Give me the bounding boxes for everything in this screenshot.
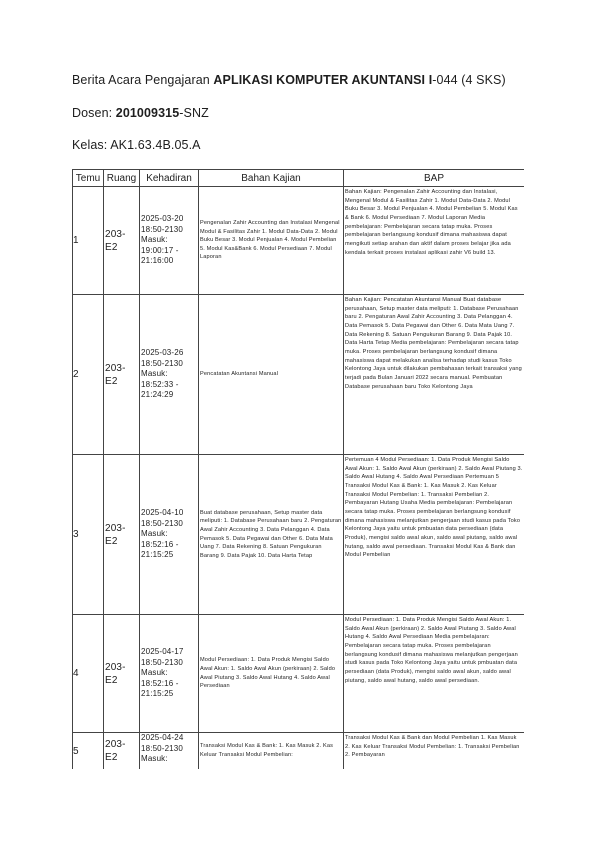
lecturer-code: -SNZ bbox=[179, 106, 209, 120]
cell-bahan-kajian: Pencatatan Akuntansi Manual bbox=[199, 295, 344, 455]
cell-bahan-kajian: Modul Persediaan: 1. Data Produk Mengisi Saldo Awal Akun: 1. Saldo Awal Akun (perkiraan) 2. Saldo Awal Piutang 3. Saldo Awal Hutang 4. Saldo Awal Persediaan bbox=[199, 615, 344, 733]
attendance-date: 2025-03-26 bbox=[141, 348, 184, 358]
table-row bbox=[73, 733, 525, 770]
attendance-masuk-label: Masuk: bbox=[141, 754, 168, 764]
table-header-row bbox=[73, 170, 525, 187]
attendance-table bbox=[72, 169, 524, 769]
cell-ruang: 203-E2 bbox=[104, 615, 140, 733]
cell-temu: 2 bbox=[73, 295, 104, 455]
attendance-time: 18:50-2130 bbox=[141, 743, 183, 753]
course-name: APLIKASI KOMPUTER AKUNTANSI I bbox=[213, 73, 433, 87]
attendance-time: 18:50-2130 bbox=[141, 358, 183, 368]
lecturer-id: 201009315 bbox=[115, 106, 180, 120]
cell-kehadiran bbox=[140, 615, 199, 733]
attendance-masuk-range: 19:00:17 - 21:16:00 bbox=[141, 245, 179, 266]
lecturer-line bbox=[72, 106, 209, 120]
cell-ruang: 203-E2 bbox=[104, 295, 140, 455]
cell-temu: 1 bbox=[73, 187, 104, 295]
cell-ruang: 203-E2 bbox=[104, 455, 140, 615]
cell-ruang: 203-E2 bbox=[104, 733, 140, 770]
attendance-masuk-range: 18:52:16 - 21:15:25 bbox=[141, 678, 179, 699]
attendance-time: 18:50-2130 bbox=[141, 518, 183, 528]
attendance-masuk-label: Masuk: bbox=[141, 369, 168, 379]
cell-temu: 3 bbox=[73, 455, 104, 615]
attendance-masuk-label: Masuk: bbox=[141, 235, 168, 245]
col-header-kehadiran: Kehadiran bbox=[140, 170, 199, 187]
attendance-masuk-range: 18:52:33 - 21:24:29 bbox=[141, 379, 179, 400]
document-title bbox=[72, 73, 506, 87]
col-header-bahan-kajian: Bahan Kajian bbox=[199, 170, 344, 187]
cell-temu: 5 bbox=[73, 733, 104, 770]
cell-bap: Transaksi Modul Kas & Bank dan Modul Pembelian 1. Kas Masuk 2. Kas Keluar Transaksi Modul Pembelian: 1. Transaksi Pembelian 2. Pembayaran bbox=[344, 733, 525, 770]
class-line: Kelas: AK1.63.4B.05.A bbox=[72, 138, 201, 152]
attendance-date: 2025-04-24 bbox=[141, 733, 184, 742]
cell-bap: Pertemuan 4 Modul Persediaan: 1. Data Produk Mengisi Saldo Awal Akun: 1. Saldo Awal Akun (perkiraan) 2. Saldo Awal Piutang 3. Saldo Awal Hutang 4. Saldo Awal Persediaan Pertemuan 5 Transaksi Modul Kas & Bank: 1. Kas Masuk 2. Kas Keluar Transaksi Modul Pembelian: 1. Transaksi Pembelian 2. Pembayaran Hutang Usaha Media pembelajaran: Pembelajaran secara tatap muka. Proses pembelajaran berlangsung kondusif dimana mahasiswa melanjutkan pengerjaan studi kasus pada Toko Kelontong Jaya yaitu untuk pmbuatan data persediaan (data Produk), mengisi saldo awal akun, saldo awal piutang, saldo awal hutang, saldo awal persediaan. Transaksi Modul Kas & Bank dan Modul Pembelian bbox=[344, 455, 525, 615]
cell-bap: Bahan Kajian: Pengenalan Zahir Accounting dan Instalasi, Mengenal Modul & Fasilitas Zahir 1. Modul Data-Data 2. Modul Buku Besar 3. Modul Penjualan 4. Modul Pembelian 5. Modul Kas & Bank 6. Modul Persediaan 7. Modul Laporan Media pembelajaran: Pembelajaran secara tatap muka. Proses pembelajaran berlangsung kondusif dimana mahasiswa dapat mengikuti setiap arahan dan aktif dalam proses belajar jika ada kendala terkait proses instalasi aplikasi zahir V6 build 13. bbox=[344, 187, 525, 295]
cell-bap: Bahan Kajian: Pencatatan Akuntansi Manual Buat database perusahaan, Setup master data meliputi: 1. Database Perusahaan baru 2. Pengaturan Awal Zahir Accounting 3. Data Pelanggan 4. Data Pemasok 5. Data Pegawai dan Other 6. Data Mata Uang 7. Data Rekening 8. Satuan Pengukuran Barang 9. Data Pajak 10. Data Harta Tetap Media pembelajaran: Pembelajaran secara tatap muka. Proses pembelajaran berlangsung kondusif dimana mahasiswa dapat melakukan analisa terhadap studi kasus Toko Kelontong Jaya untuk dilakukan pembahasan terkait transaksi yang terjadi pada Bulan Januari 2022 secara manual. Pembuatan Database perusahaan baru Toko Kelontong Jaya bbox=[344, 295, 525, 455]
cell-temu: 4 bbox=[73, 615, 104, 733]
col-header-bap: BAP bbox=[344, 170, 525, 187]
cell-ruang: 203-E2 bbox=[104, 187, 140, 295]
cell-bap: Modul Persediaan: 1. Data Produk Mengisi Saldo Awal Akun: 1. Saldo Awal Akun (perkiraan) 2. Saldo Awal Piutang 3. Saldo Awal Hutang 4. Saldo Awal Persediaan Media pembelajaran: Pembelajaran secara tatap muka. Proses pembelajaran berlangsung kondusif dimana mahasiswa melanjutkan pengerjaan studi kasus pada Toko Kelontong Jaya yaitu untuk pmbuatan data persediaan (data Produk), mengisi saldo awal akun, saldo awal piutang, saldo awal hutang, saldo awal persediaan. bbox=[344, 615, 525, 733]
attendance-masuk-label: Masuk: bbox=[141, 529, 168, 539]
course-code: -044 (4 SKS) bbox=[432, 73, 506, 87]
attendance-date: 2025-03-20 bbox=[141, 214, 184, 224]
table-row bbox=[73, 295, 525, 455]
table-row bbox=[73, 455, 525, 615]
lecturer-label: Dosen: bbox=[72, 106, 116, 120]
cell-kehadiran bbox=[140, 187, 199, 295]
attendance-time: 18:50-2130 bbox=[141, 224, 183, 234]
cell-bahan-kajian: Buat database perusahaan, Setup master data meliputi: 1. Database Perusahaan baru 2. Pengaturan Awal Zahir Accounting 3. Data Pelanggan 4. Data Pemasok 5. Data Pegawai dan Other 6. Data Mata Uang 7. Data Rekening 8. Satuan Pengukuran Barang 9. Data Pajak 10. Data Harta Tetap bbox=[199, 455, 344, 615]
attendance-masuk-range: 18:52:16 - 21:15:25 bbox=[141, 539, 179, 560]
cell-bahan-kajian: Pengenalan Zahir Accounting dan Instalasi Mengenal Modul & Fasilitas Zahir 1. Modul Data-Data 2. Modul Buku Besar 3. Modul Penjualan 4. Modul Pembelian 5. Modul Kas&Bank 6. Modul Persediaan 7. Modul Laporan bbox=[199, 187, 344, 295]
attendance-masuk-label: Masuk: bbox=[141, 668, 168, 678]
col-header-temu: Temu bbox=[73, 170, 104, 187]
cell-kehadiran bbox=[140, 733, 199, 770]
cell-bahan-kajian: Transaksi Modul Kas & Bank: 1. Kas Masuk 2. Kas Keluar Transaksi Modul Pembelian: bbox=[199, 733, 344, 770]
col-header-ruang: Ruang bbox=[104, 170, 140, 187]
attendance-date: 2025-04-17 bbox=[141, 647, 184, 657]
cell-kehadiran bbox=[140, 455, 199, 615]
attendance-time: 18:50-2130 bbox=[141, 657, 183, 667]
table-row bbox=[73, 187, 525, 295]
cell-kehadiran bbox=[140, 295, 199, 455]
attendance-date: 2025-04-10 bbox=[141, 508, 184, 518]
table-row bbox=[73, 615, 525, 733]
title-prefix: Berita Acara Pengajaran bbox=[72, 73, 214, 87]
attendance-table-wrapper bbox=[72, 169, 524, 769]
